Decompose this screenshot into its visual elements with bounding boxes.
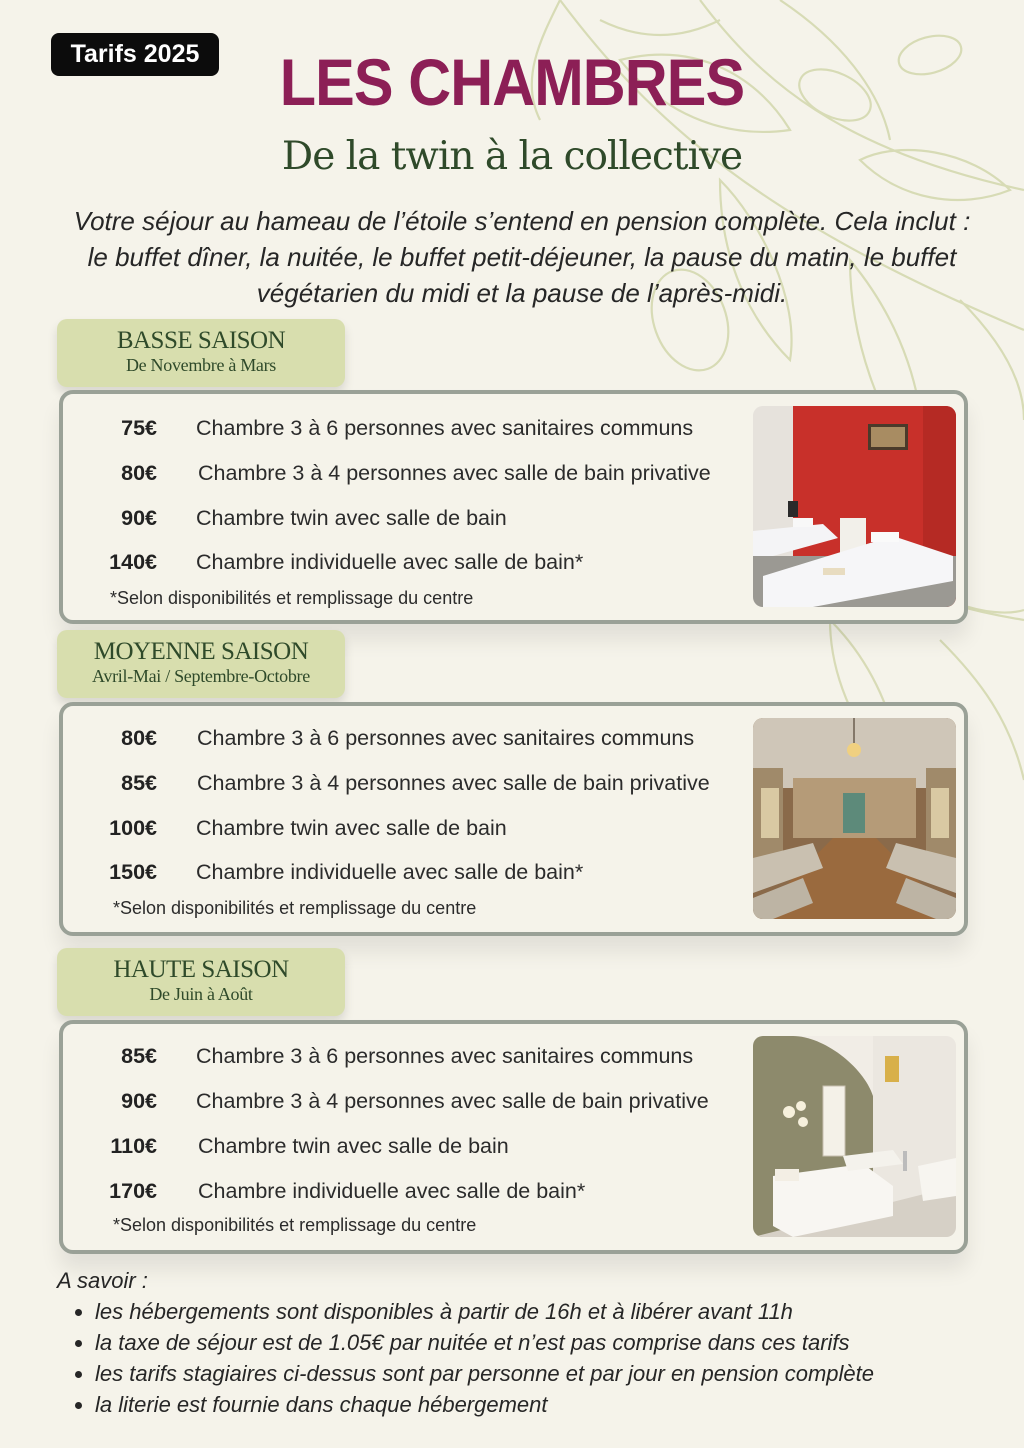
price-panel-haute <box>59 1020 968 1254</box>
page-title: LES CHAMBRES <box>279 45 745 119</box>
room-description: Chambre twin avec salle de bain <box>196 816 507 840</box>
season-range: De Juin à Août <box>149 984 253 1004</box>
tarifs-badge: Tarifs 2025 <box>51 33 219 76</box>
price-value: 100€ <box>109 816 157 840</box>
availability-note: *Selon disponibilités et remplissage du centre <box>113 1215 477 1235</box>
room-photo-arched <box>753 1036 956 1237</box>
info-section <box>57 1268 987 1420</box>
room-description: Chambre 3 à 4 personnes avec salle de bain privative <box>198 461 711 485</box>
list-item: • les hébergements sont disponibles à partir de 16h et à libérer avant 11h <box>95 1296 987 1327</box>
price-value: 80€ <box>121 726 157 750</box>
price-value: 170€ <box>109 1179 157 1203</box>
list-item: • la literie est fournie dans chaque hébergement <box>95 1389 987 1420</box>
room-description: Chambre 3 à 4 personnes avec salle de bain privative <box>197 771 710 795</box>
season-name: BASSE SAISON <box>116 327 286 354</box>
room-photo-stone-wall <box>753 718 956 919</box>
season-tab-haute <box>57 948 345 1016</box>
room-description: Chambre 3 à 4 personnes avec salle de bain privative <box>196 1089 709 1113</box>
list-item: • la taxe de séjour est de 1.05€ par nuitée et n’est pas comprise dans ces tarifs <box>95 1327 987 1358</box>
season-tab-moyenne <box>57 630 345 698</box>
list-item: • les tarifs stagiaires ci-dessus sont par personne et par jour en pension complète <box>95 1358 987 1389</box>
price-value: 150€ <box>109 860 157 884</box>
price-value: 80€ <box>121 461 157 485</box>
availability-note: *Selon disponibilités et remplissage du centre <box>110 588 474 608</box>
page-subtitle: De la twin à la collective <box>281 134 743 179</box>
room-description: Chambre individuelle avec salle de bain* <box>196 860 584 884</box>
info-title: A savoir : <box>57 1268 148 1293</box>
price-value: 110€ <box>110 1134 157 1158</box>
season-tab-basse <box>57 319 345 387</box>
availability-note: *Selon disponibilités et remplissage du centre <box>113 898 477 918</box>
price-value: 85€ <box>121 771 157 795</box>
season-name: HAUTE SAISON <box>113 956 289 983</box>
price-panel-basse <box>59 390 968 624</box>
price-panel-moyenne <box>59 702 968 936</box>
room-description: Chambre twin avec salle de bain <box>198 1134 509 1158</box>
info-list <box>57 1296 987 1420</box>
room-description: Chambre twin avec salle de bain <box>196 506 507 530</box>
season-range: De Novembre à Mars <box>125 355 277 375</box>
room-photo-red-wall <box>753 406 956 607</box>
intro-text: Votre séjour au hameau de l’étoile s’entend en pension complète. Cela inclut : le buffet dîner, la nuitée, le buffet petit-déjeuner, la pause du matin, le buffet végétarien du midi et la pause de l’après-midi. <box>73 206 971 308</box>
room-description: Chambre individuelle avec salle de bain* <box>196 550 584 574</box>
price-value: 90€ <box>121 1089 157 1113</box>
price-value: 85€ <box>121 1044 157 1068</box>
price-value: 140€ <box>109 550 157 574</box>
season-range: Avril-Mai / Septembre-Octobre <box>92 666 310 686</box>
price-value: 75€ <box>121 416 157 440</box>
room-description: Chambre 3 à 6 personnes avec sanitaires communs <box>196 1044 694 1068</box>
room-description: Chambre 3 à 6 personnes avec sanitaires communs <box>197 726 695 750</box>
price-value: 90€ <box>121 506 157 530</box>
room-description: Chambre 3 à 6 personnes avec sanitaires communs <box>196 416 694 440</box>
season-name: MOYENNE SAISON <box>93 638 309 665</box>
room-description: Chambre individuelle avec salle de bain* <box>198 1179 586 1203</box>
